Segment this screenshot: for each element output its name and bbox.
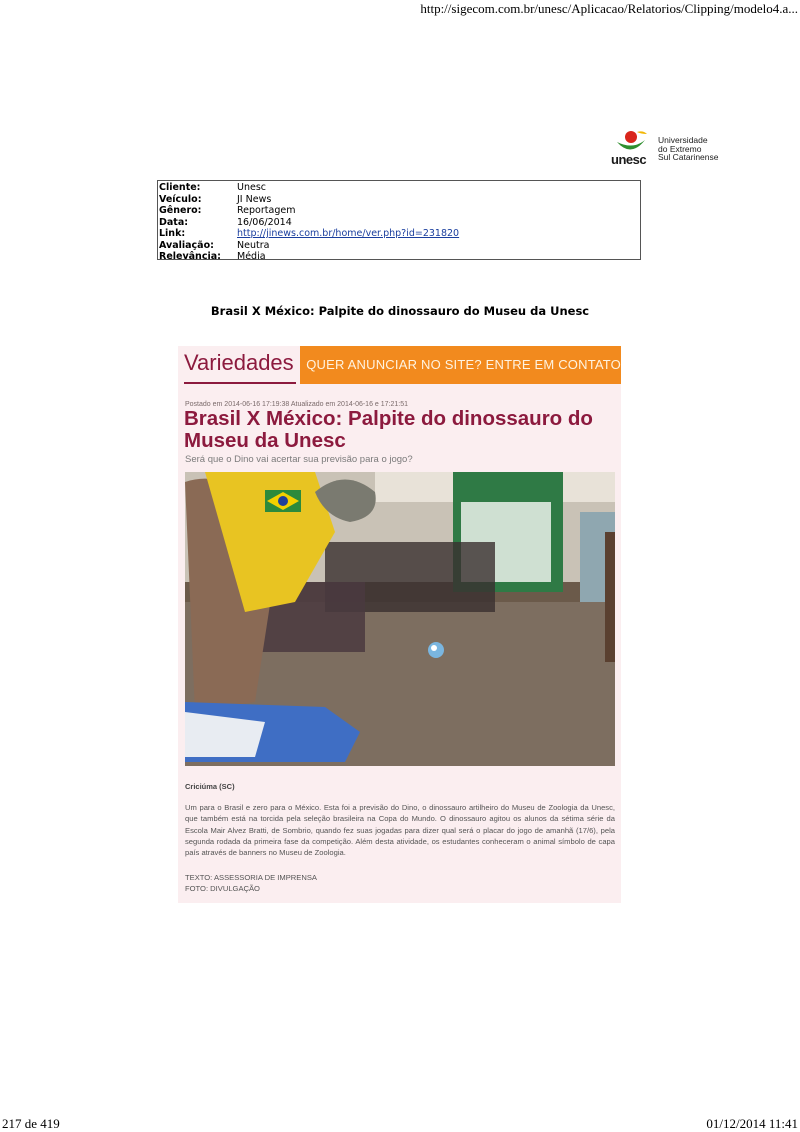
article-link[interactable]: http://jinews.com.br/home/ver.php?id=231820: [237, 228, 460, 239]
logo-university-name: [658, 136, 738, 162]
unesc-logo: [611, 128, 731, 168]
info-value: JI News: [237, 193, 272, 205]
info-label: Avaliação:: [159, 239, 214, 251]
info-label: Gênero:: [159, 205, 202, 216]
info-row-genero: [159, 205, 640, 217]
article-body: Um para o Brasil e zero para o México. Esta foi a previsão do Dino, o dinossauro artilheiro do Museu de Zoologia da Unesc, que também está na torcida pela seleção brasileira na Copa do Mundo. O dinossauro agitou os alunos da sétima série da Escola Mair Alvez Bratti, de Sombrio, quando fez suas jogadas para dizer qual será o placar do jogo de amanhã (17/6), pela segunda rodada da primeira fase da competição. Além desta atividade, os estudantes conheceram o animal símbolo de capa país através de banners no Museu de Zoologia.: [185, 803, 615, 858]
info-value: 16/06/2014: [237, 216, 292, 228]
clipping-info-table: [157, 180, 641, 260]
advertise-banner[interactable]: QUER ANUNCIAR NO SITE? ENTRE EM CONTATO: [300, 346, 621, 384]
logo-line: do Extremo: [658, 143, 702, 154]
info-label: Link:: [159, 228, 186, 239]
info-row-cliente: [159, 182, 640, 194]
info-label: Data:: [159, 216, 189, 228]
credit-photo: FOTO: DIVULGAÇÃO: [185, 884, 260, 893]
news-clipping: [178, 346, 621, 903]
logo-line: Sul Catarinense: [658, 152, 719, 162]
info-value: Média: [237, 251, 266, 262]
print-url: http://sigecom.com.br/unesc/Aplicacao/Relatorios/Clipping/modelo4.a...: [420, 1, 798, 16]
article-dateline: Criciúma (SC): [185, 782, 235, 791]
clipping-header: [178, 346, 621, 388]
info-row-avaliacao: [159, 240, 640, 252]
headline-line: Museu da Unesc: [184, 429, 346, 452]
article-headline: [184, 408, 614, 452]
info-row-relevancia: [159, 251, 640, 263]
section-name: Variedades: [184, 350, 294, 375]
info-value: Reportagem: [237, 205, 296, 216]
info-row-veiculo: [159, 194, 640, 206]
print-page-number: 217 de 419: [2, 1116, 60, 1131]
print-datetime: 01/12/2014 11:41: [706, 1116, 798, 1131]
info-value: Neutra: [237, 239, 270, 251]
info-label: Cliente:: [159, 182, 201, 193]
document-title: Brasil X México: Palpite do dinossauro do Museu da Unesc: [210, 304, 590, 318]
info-row-data: [159, 217, 640, 229]
headline-line: Brasil X México: Palpite do dinossauro do: [184, 407, 593, 430]
info-label: Veículo:: [159, 193, 202, 205]
post-timestamp: Postado em 2014-06-16 17:19:38 Atualizado em 2014-06-16 e 17:21:51: [185, 401, 408, 408]
logo-line: Universidade: [658, 135, 708, 145]
section-underline: [184, 382, 296, 384]
info-row-link: [159, 228, 640, 240]
article-subhead: Será que o Dino vai acertar sua previsão para o jogo?: [185, 454, 413, 465]
article-photo: [185, 472, 615, 766]
logo-wordmark: unesc: [611, 152, 647, 167]
credit-text: TEXTO: ASSESSORIA DE IMPRENSA: [185, 873, 317, 882]
info-label: Relevância:: [159, 251, 221, 262]
info-value: Unesc: [237, 182, 266, 193]
